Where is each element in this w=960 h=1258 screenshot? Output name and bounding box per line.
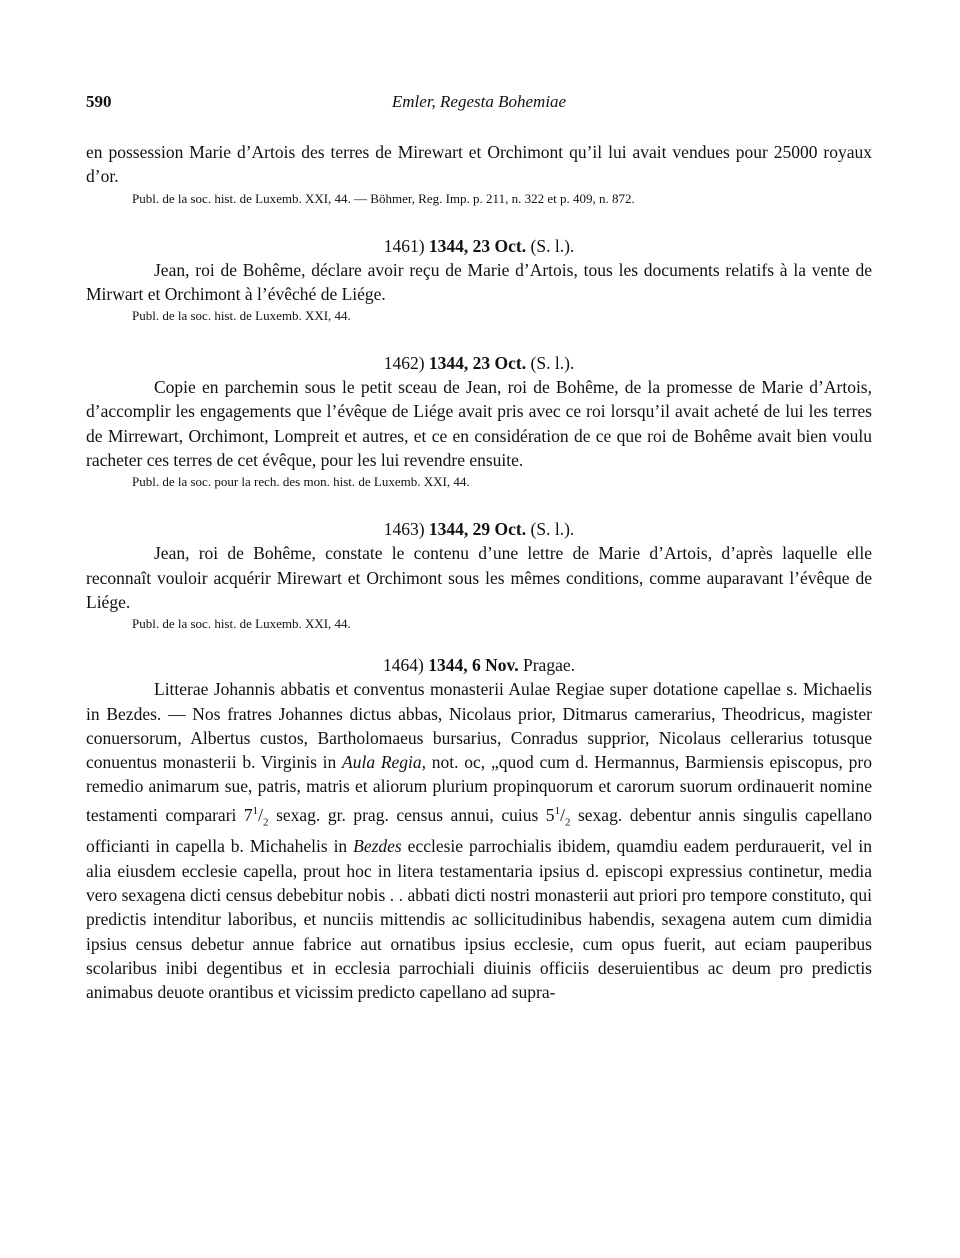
running-title: Emler, Regesta Bohemiae bbox=[391, 92, 567, 111]
entry-text-1463: Jean, roi de Bohême, constate le contenu d’une lettre de Marie d’Artois, d’après laquelle elle reconnaît vouloir acquérir Mirewart et Orchimont sous les mêmes conditions, comme auparavant l’évêque de Liége. bbox=[86, 543, 872, 612]
intro-publication: Publ. de la soc. hist. de Luxemb. XXI, 44. — Böhmer, Reg. Imp. p. 211, n. 322 et p. 409, n. 872. bbox=[132, 190, 635, 206]
fraction-slash: / bbox=[258, 804, 264, 825]
entry-heading-1464 bbox=[86, 653, 872, 677]
entry-place: Pragae. bbox=[523, 655, 575, 676]
fraction-numerator: 1 bbox=[252, 804, 259, 817]
entry-publication-1462: Publ. de la soc. pour la rech. des mon. hist. de Luxemb. XXI, 44. bbox=[132, 474, 470, 490]
entry-text-1464 bbox=[86, 677, 872, 1004]
text-segment: ecclesie parrochialis ibidem, quamdiu eadem perdurauerit, vel in alia eiusdem ecclesie capella, prout hoc in litera testamentaria ipsius d. episcopi expressius continetur, media vero sexagena dicti census debebitur nobis . . abbati dicti nostri monasterii aut priori pro tempore constituto, qui predictis intenditur laboribus, et nunciis mittendis ac sollicitudinibus habendis, sexagena autem cum dimidia ipsius census debetur annue fabrice aut ornatibus ipsius ecclesie, cum opus fuerit, aut eciam pauperibus scolaribus inibi degentibus et in ecclesia parrochiali diuinis officiis deseruientibus ac deum pro predictis animabus deuote orantibus et vicissim predicto capellano ad supra- bbox=[86, 836, 872, 1003]
entry-place: (S. l.). bbox=[530, 353, 575, 374]
entry-date: 1344, 23 Oct. bbox=[428, 353, 527, 374]
text-segment: not. oc, „quod cum d. Hermannus, Barmiensis episcopus, pro remedio animarum sue, patris, matris et aliorum plurium propinquorum et carorum suorum ordinauerit nomine testamenti comparari 7 bbox=[86, 752, 873, 825]
entry-place: (S. l.). bbox=[530, 235, 575, 256]
entry-heading-1462 bbox=[86, 351, 872, 375]
intro-text: en possession Marie d’Artois des terres de Mirewart et Orchimont qu’il lui avait vendues pour 25000 royaux d’or. bbox=[86, 142, 872, 187]
page-number: 590 bbox=[86, 92, 112, 111]
entry-text-1461: Jean, roi de Bohême, déclare avoir reçu de Marie d’Artois, tous les documents relatifs à la vente de Mirwart et Orchimont à l’évêché de Liége. bbox=[86, 259, 872, 304]
fraction-denominator: 2 bbox=[564, 816, 571, 829]
entry-number: 1463) bbox=[383, 519, 425, 540]
entry-number: 1464) bbox=[382, 655, 424, 676]
entry-place: (S. l.). bbox=[530, 519, 575, 540]
entry-number: 1461) bbox=[383, 235, 425, 256]
text-segment: Litterae Johannis abbatis et conventus monasterii Aulae Regiae super dotatione capellae s. Michaelis in Bezdes. — Nos fratres Johannes dictus abbas, Nicolaus prior, Ditmarus camerarius, Theodricus, magister conuersorum, Albertus custos, Bartholomaeus bursarius, Conradus supprior, Nicolaus cellerarius totusque conuentus monasterii b. Virginis in bbox=[86, 679, 872, 773]
entry-publication-1463: Publ. de la soc. hist. de Luxemb. XXI, 44. bbox=[132, 616, 351, 632]
entry-text-1462: Copie en parchemin sous le petit sceau de Jean, roi de Bohême, de la promesse de Marie d’Artois, d’accomplir les engagements que l’évêque de Liége avait pris avec ce roi lorsqu’il avait acheté de lui les terres de Mirrewart, Orchimont, Lompreit et autres, et ce en considération de ce que roi de Bohême avait bien voulu racheter ces terres de cet évêque, pour les lui revendre ensuite. bbox=[86, 377, 872, 471]
italic-place-name: Aula Regia, bbox=[342, 752, 427, 773]
entry-date: 1344, 6 Nov. bbox=[428, 655, 519, 676]
fraction-denominator: 2 bbox=[263, 816, 269, 829]
entry-date: 1344, 23 Oct. bbox=[428, 235, 527, 256]
text-segment: sexag. debentur annis singulis capellano officianti in capella b. Michahelis in bbox=[86, 804, 872, 857]
italic-place-name: Bezdes bbox=[353, 836, 402, 857]
entry-publication-1461: Publ. de la soc. hist. de Luxemb. XXI, 44. bbox=[132, 308, 351, 324]
entry-heading-1461 bbox=[86, 234, 872, 258]
fraction-numerator: 1 bbox=[554, 804, 561, 817]
entry-date: 1344, 29 Oct. bbox=[428, 519, 527, 540]
fraction-slash: / bbox=[560, 804, 565, 825]
entry-heading-1463 bbox=[86, 517, 872, 541]
page-body bbox=[86, 140, 872, 1004]
entry-number: 1462) bbox=[383, 353, 425, 374]
page-header bbox=[86, 92, 872, 118]
text-segment: sexag. gr. prag. census annui, cuius 5 bbox=[268, 804, 555, 825]
